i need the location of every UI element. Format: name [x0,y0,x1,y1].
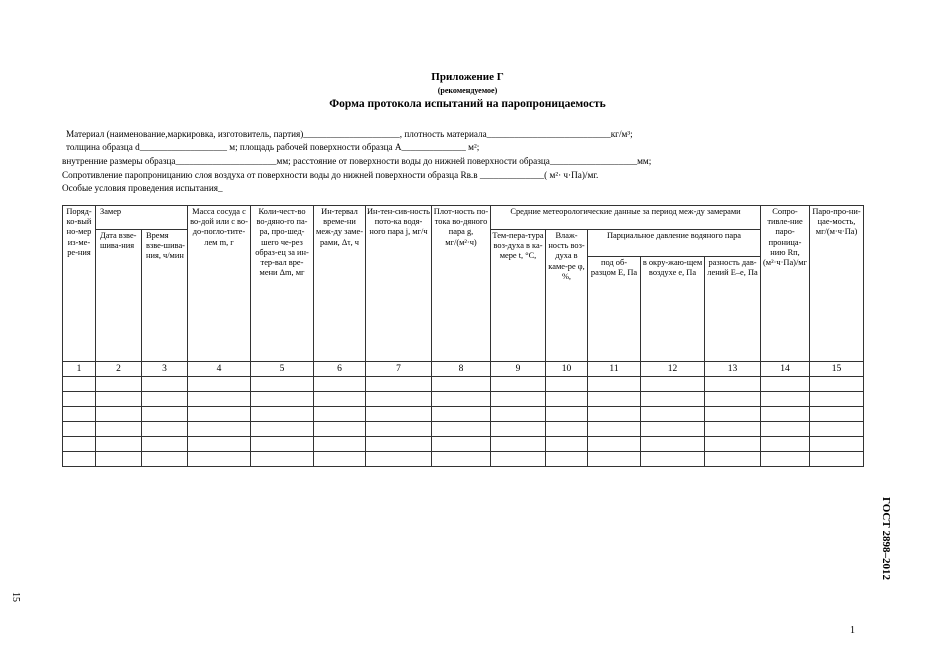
table-row [63,392,864,407]
col-number: 1 [63,362,96,377]
table-row [63,407,864,422]
header-mass: Масса сосуда с во-дой или с во-до-погло-тите-лем m, г [188,206,251,362]
field-line-material: Материал (наименование,маркировка, изготовитель, партия)_____________________, плотность материала___________________________кг/м³; [66,129,633,139]
header-under-sample: под об-разцом E, Па [588,257,641,362]
header-zamer: Замер [96,206,188,230]
header-time: Время взве-шива-ния, ч/мин [142,230,188,362]
header-intensity: Ин-тен-сив-ность пото-ка водя-ного пара j, мг/ч [366,206,432,362]
col-number: 14 [761,362,810,377]
appendix-title: Приложение Г [431,71,504,83]
table-row [63,377,864,392]
col-number: 3 [142,362,188,377]
col-number: 4 [188,362,251,377]
header-interval: Ин-тервал време-ни меж-ду заме-рами, Δτ, ч [314,206,366,362]
col-number: 5 [251,362,314,377]
col-number: 7 [366,362,432,377]
header-temperature: Тем-пера-тура воз-духа в ка-мере t, °C, [491,230,546,362]
header-date: Дата взве-шива-ния [96,230,142,362]
header-resistance: Сопро-тивле-ние паро-проница-нию Rп, (м²·ч·Па)/мг [761,206,810,362]
field-line-dimensions: внутренние размеры образца______________________мм; расстояние от поверхности воды до нижней поверхности образца___________________мм; [62,156,652,166]
col-number: 13 [705,362,761,377]
gost-side-label: ГОСТ 2898–2012 [880,497,892,580]
table-row [63,437,864,452]
col-number: 9 [491,362,546,377]
header-humidity: Влаж-ность воз-духа в каме-ре φ, %, [546,230,588,362]
col-number: 12 [641,362,705,377]
table-row [63,422,864,437]
field-line-conditions: Особые условия проведения испытания_ [62,183,223,193]
header-pressure-diff: разность дав-лений E–e, Па [705,257,761,362]
col-number: 2 [96,362,142,377]
header-seq: Поряд-ко-вый но-мер из-ме-ре-ния [63,206,96,362]
appendix-note: (рекомендуемое) [437,86,498,95]
header-partial-pressure: Парциальное давление водяного пара [588,230,761,257]
col-number: 6 [314,362,366,377]
table-row [63,452,864,467]
header-permeability: Паро-про-ни-цае-мость, мг/(м·ч·Па) [810,206,864,362]
col-number: 15 [810,362,864,377]
col-number: 11 [588,362,641,377]
field-line-thickness: толщина образца d___________________ м; площадь рабочей поверхности образца A______________ м²; [66,142,480,152]
page-number: 1 [850,625,855,636]
protocol-table [62,205,864,467]
header-ambient: в окру-жаю-щем воздухе e, Па [641,257,705,362]
header-density: Плот-ность по-тока во-дяного пара g, мг/(м²·ч) [432,206,491,362]
col-number: 8 [432,362,491,377]
form-title: Форма протокола испытаний на паропроницаемость [329,98,606,110]
left-page-number: 15 [10,592,21,602]
field-line-resistance: Сопротивление паропроницанию слоя воздуха от поверхности воды до нижней поверхности образца Rв.в ______________( м²· ч·Па)/мг. [62,170,599,180]
col-number: 10 [546,362,588,377]
header-qty: Коли-чест-во во-дяно-го па-ра, про-шед-шего че-рез образ-ец за ин-тер-вал вре-мени Δm, мг [251,206,314,362]
header-meteo: Средние метеорологические данные за период меж-ду замерами [491,206,761,230]
